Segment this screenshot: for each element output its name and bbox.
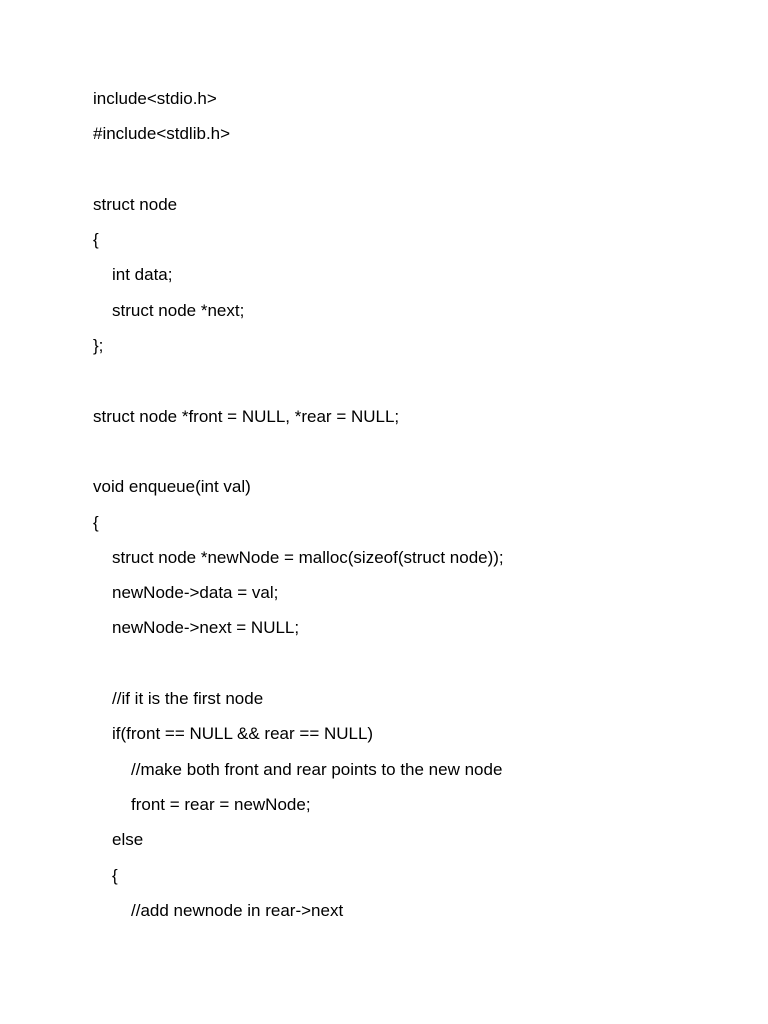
blank-line: [93, 158, 743, 193]
code-line: else: [112, 830, 144, 850]
code-line: newNode->data = val;: [112, 583, 279, 603]
code-line: struct node *newNode = malloc(sizeof(struct node));: [112, 547, 504, 567]
blank-line: [93, 652, 743, 687]
code-line: void enqueue(int val): [93, 477, 251, 497]
code-line: newNode->next = NULL;: [112, 618, 300, 638]
code-line: struct node *front = NULL, *rear = NULL;: [93, 406, 400, 426]
code-block: [93, 87, 743, 934]
code-comment: //add newnode in rear->next: [131, 900, 344, 920]
code-line: struct node: [93, 194, 178, 214]
code-line: if(front == NULL && rear == NULL): [112, 724, 374, 744]
code-line: include<stdio.h>: [93, 89, 217, 108]
code-comment: //make both front and rear points to the new node: [131, 759, 503, 779]
code-line: int data;: [112, 265, 173, 285]
blank-line: [93, 369, 743, 404]
code-line: };: [93, 336, 104, 356]
code-line: front = rear = newNode;: [131, 794, 311, 814]
code-line: {: [112, 865, 118, 885]
code-line: #include<stdlib.h>: [93, 124, 231, 144]
code-line: {: [93, 512, 99, 532]
code-line: {: [93, 230, 99, 250]
code-line: struct node *next;: [112, 300, 245, 320]
code-comment: //if it is the first node: [112, 689, 264, 709]
blank-line: [93, 440, 743, 475]
